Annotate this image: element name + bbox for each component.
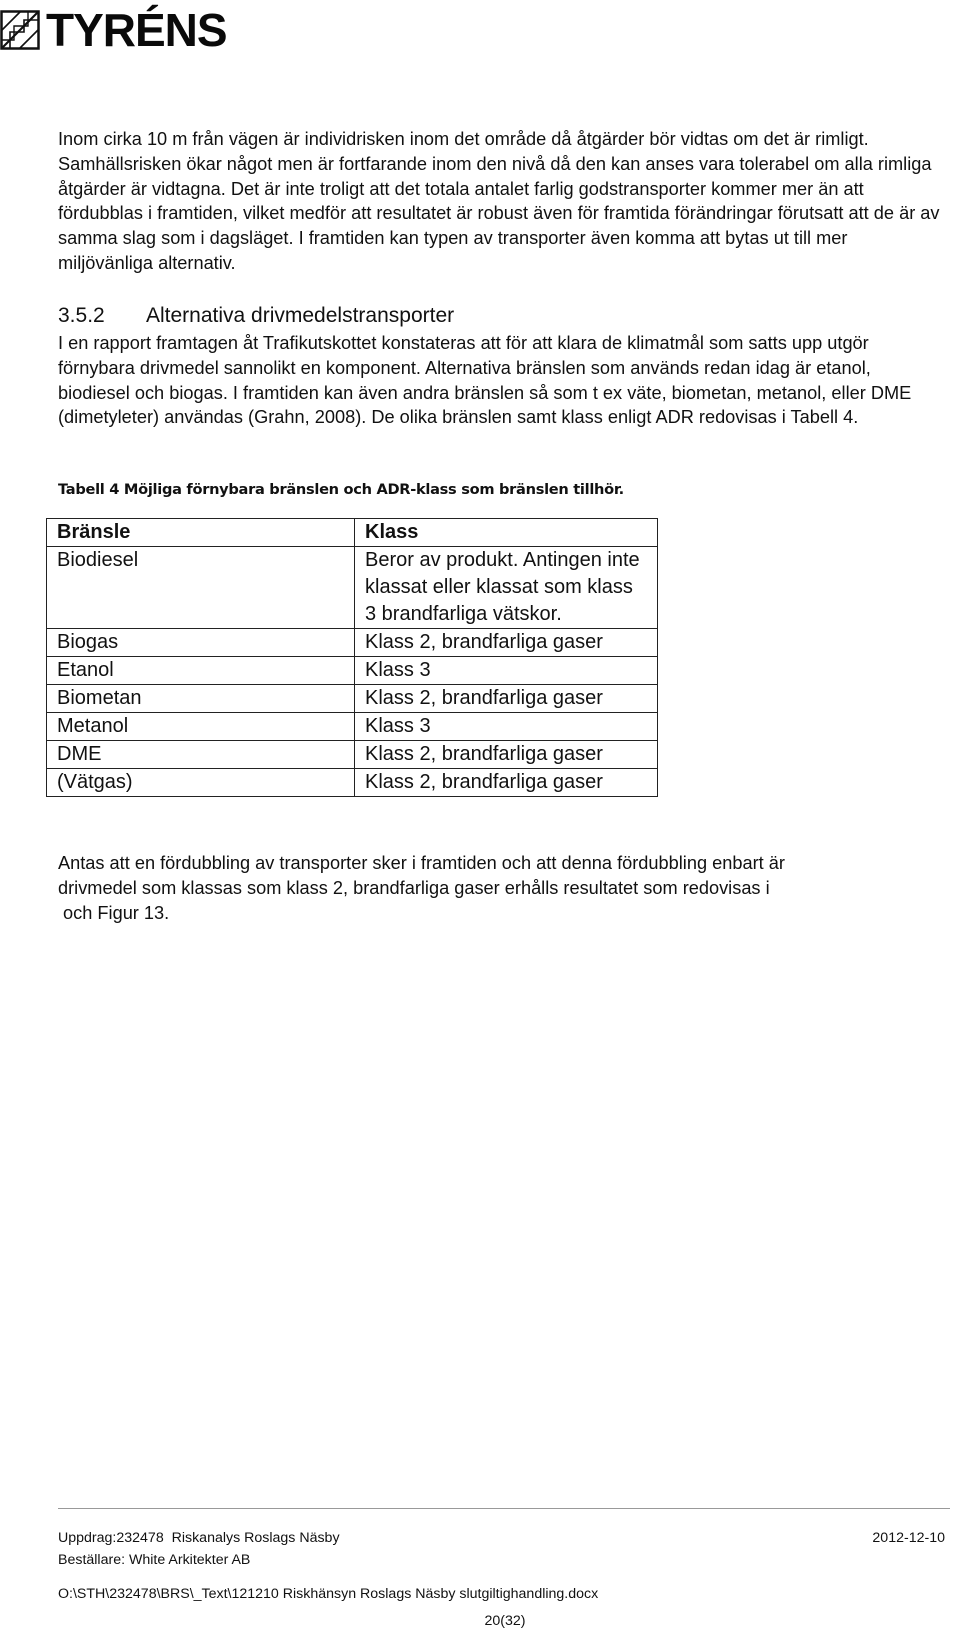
fuel-cell: DME	[47, 741, 355, 769]
table-row	[47, 741, 658, 769]
header-cell-class: Klass	[355, 519, 658, 547]
section-number: 3.5.2	[58, 304, 105, 327]
fuel-table	[46, 518, 658, 797]
fuel-cell: Metanol	[47, 713, 355, 741]
table-caption: Tabell 4 Möjliga förnybara bränslen och ADR-klass som bränslen tillhör.	[58, 481, 624, 498]
fuel-cell: Biometan	[47, 685, 355, 713]
footer-client: Beställare: White Arkitekter AB	[58, 1552, 251, 1568]
paragraph-3-line-3: och Figur 13.	[58, 902, 170, 923]
class-cell: Beror av produkt. Antingen inte klassat eller klassat som klass 3 brandfarliga vätskor.	[355, 547, 658, 629]
fuel-cell: Biodiesel	[47, 547, 355, 629]
logo-text: TYRÉNS	[46, 4, 227, 56]
section-title: Alternativa drivmedelstransporter	[146, 304, 455, 327]
table-row	[47, 769, 658, 797]
fuel-cell: Etanol	[47, 657, 355, 685]
paragraph-3	[58, 851, 946, 925]
table-row	[47, 657, 658, 685]
class-cell: Klass 3	[355, 713, 658, 741]
fuel-cell: (Vätgas)	[47, 769, 355, 797]
paragraph-2: I en rapport framtagen åt Trafikutskottet konstateras att för att klara de klimatmål som satts upp utgör förnybara drivmedel sannolikt en komponent. Alternativa bränslen som används redan idag är etanol, biodiesel och biogas. I framtiden kan även andra bränslen så som t ex väte, biometan, metanol, eller DME (dimetyleter) användas (Grahn, 2008). De olika bränslen samt klass enligt ADR redovisas i Tabell 4.	[58, 333, 912, 428]
paragraph-3-line-2: drivmedel som klassas som klass 2, brandfarliga gaser erhålls resultatet som redovisas i	[58, 877, 770, 898]
class-cell: Klass 2, brandfarliga gaser	[355, 629, 658, 657]
tyrens-mark-icon	[0, 10, 40, 50]
table-row	[47, 629, 658, 657]
table-row	[47, 547, 658, 629]
class-cell: Klass 2, brandfarliga gaser	[355, 769, 658, 797]
footer-assignment: Uppdrag:232478 Riskanalys Roslags Näsby	[58, 1530, 340, 1546]
class-cell: Klass 2, brandfarliga gaser	[355, 685, 658, 713]
table-row	[47, 713, 658, 741]
class-cell: Klass 2, brandfarliga gaser	[355, 741, 658, 769]
footer-file-path: O:\STH\232478\BRS\_Text\121210 Riskhänsyn Roslags Näsby slutgiltighandling.docx	[58, 1586, 599, 1602]
table-header-row	[47, 519, 658, 547]
section-heading	[58, 302, 454, 330]
footer-divider	[58, 1508, 950, 1509]
footer-date: 2012-12-10	[872, 1530, 945, 1546]
paragraph-3-line-1: Antas att en fördubbling av transporter sker i framtiden och att denna fördubbling enbart är	[58, 853, 785, 873]
fuel-cell: Biogas	[47, 629, 355, 657]
header-cell-fuel: Bränsle	[47, 519, 355, 547]
page-number: 20(32)	[484, 1613, 526, 1629]
paragraph-1: Inom cirka 10 m från vägen är individrisken inom det område då åtgärder bör vidtas om det är rimligt. Samhällsrisken ökar något men är fortfarande inom den nivå då den kan anses vara tolerabel om alla rimliga åtgärder är vidtagna. Det är inte troligt att det totala antalet farlig godstransporter kommer mer än att fördubblas i framtiden, vilket medför att resultatet är robust även för framtida förändringar förutsatt att de är av samma slag som i dagsläget. I framtiden kan typen av transporter även komma att bytas ut till mer miljövänliga alternativ.	[58, 129, 940, 273]
class-cell: Klass 3	[355, 657, 658, 685]
table-row	[47, 685, 658, 713]
logo	[0, 4, 227, 56]
